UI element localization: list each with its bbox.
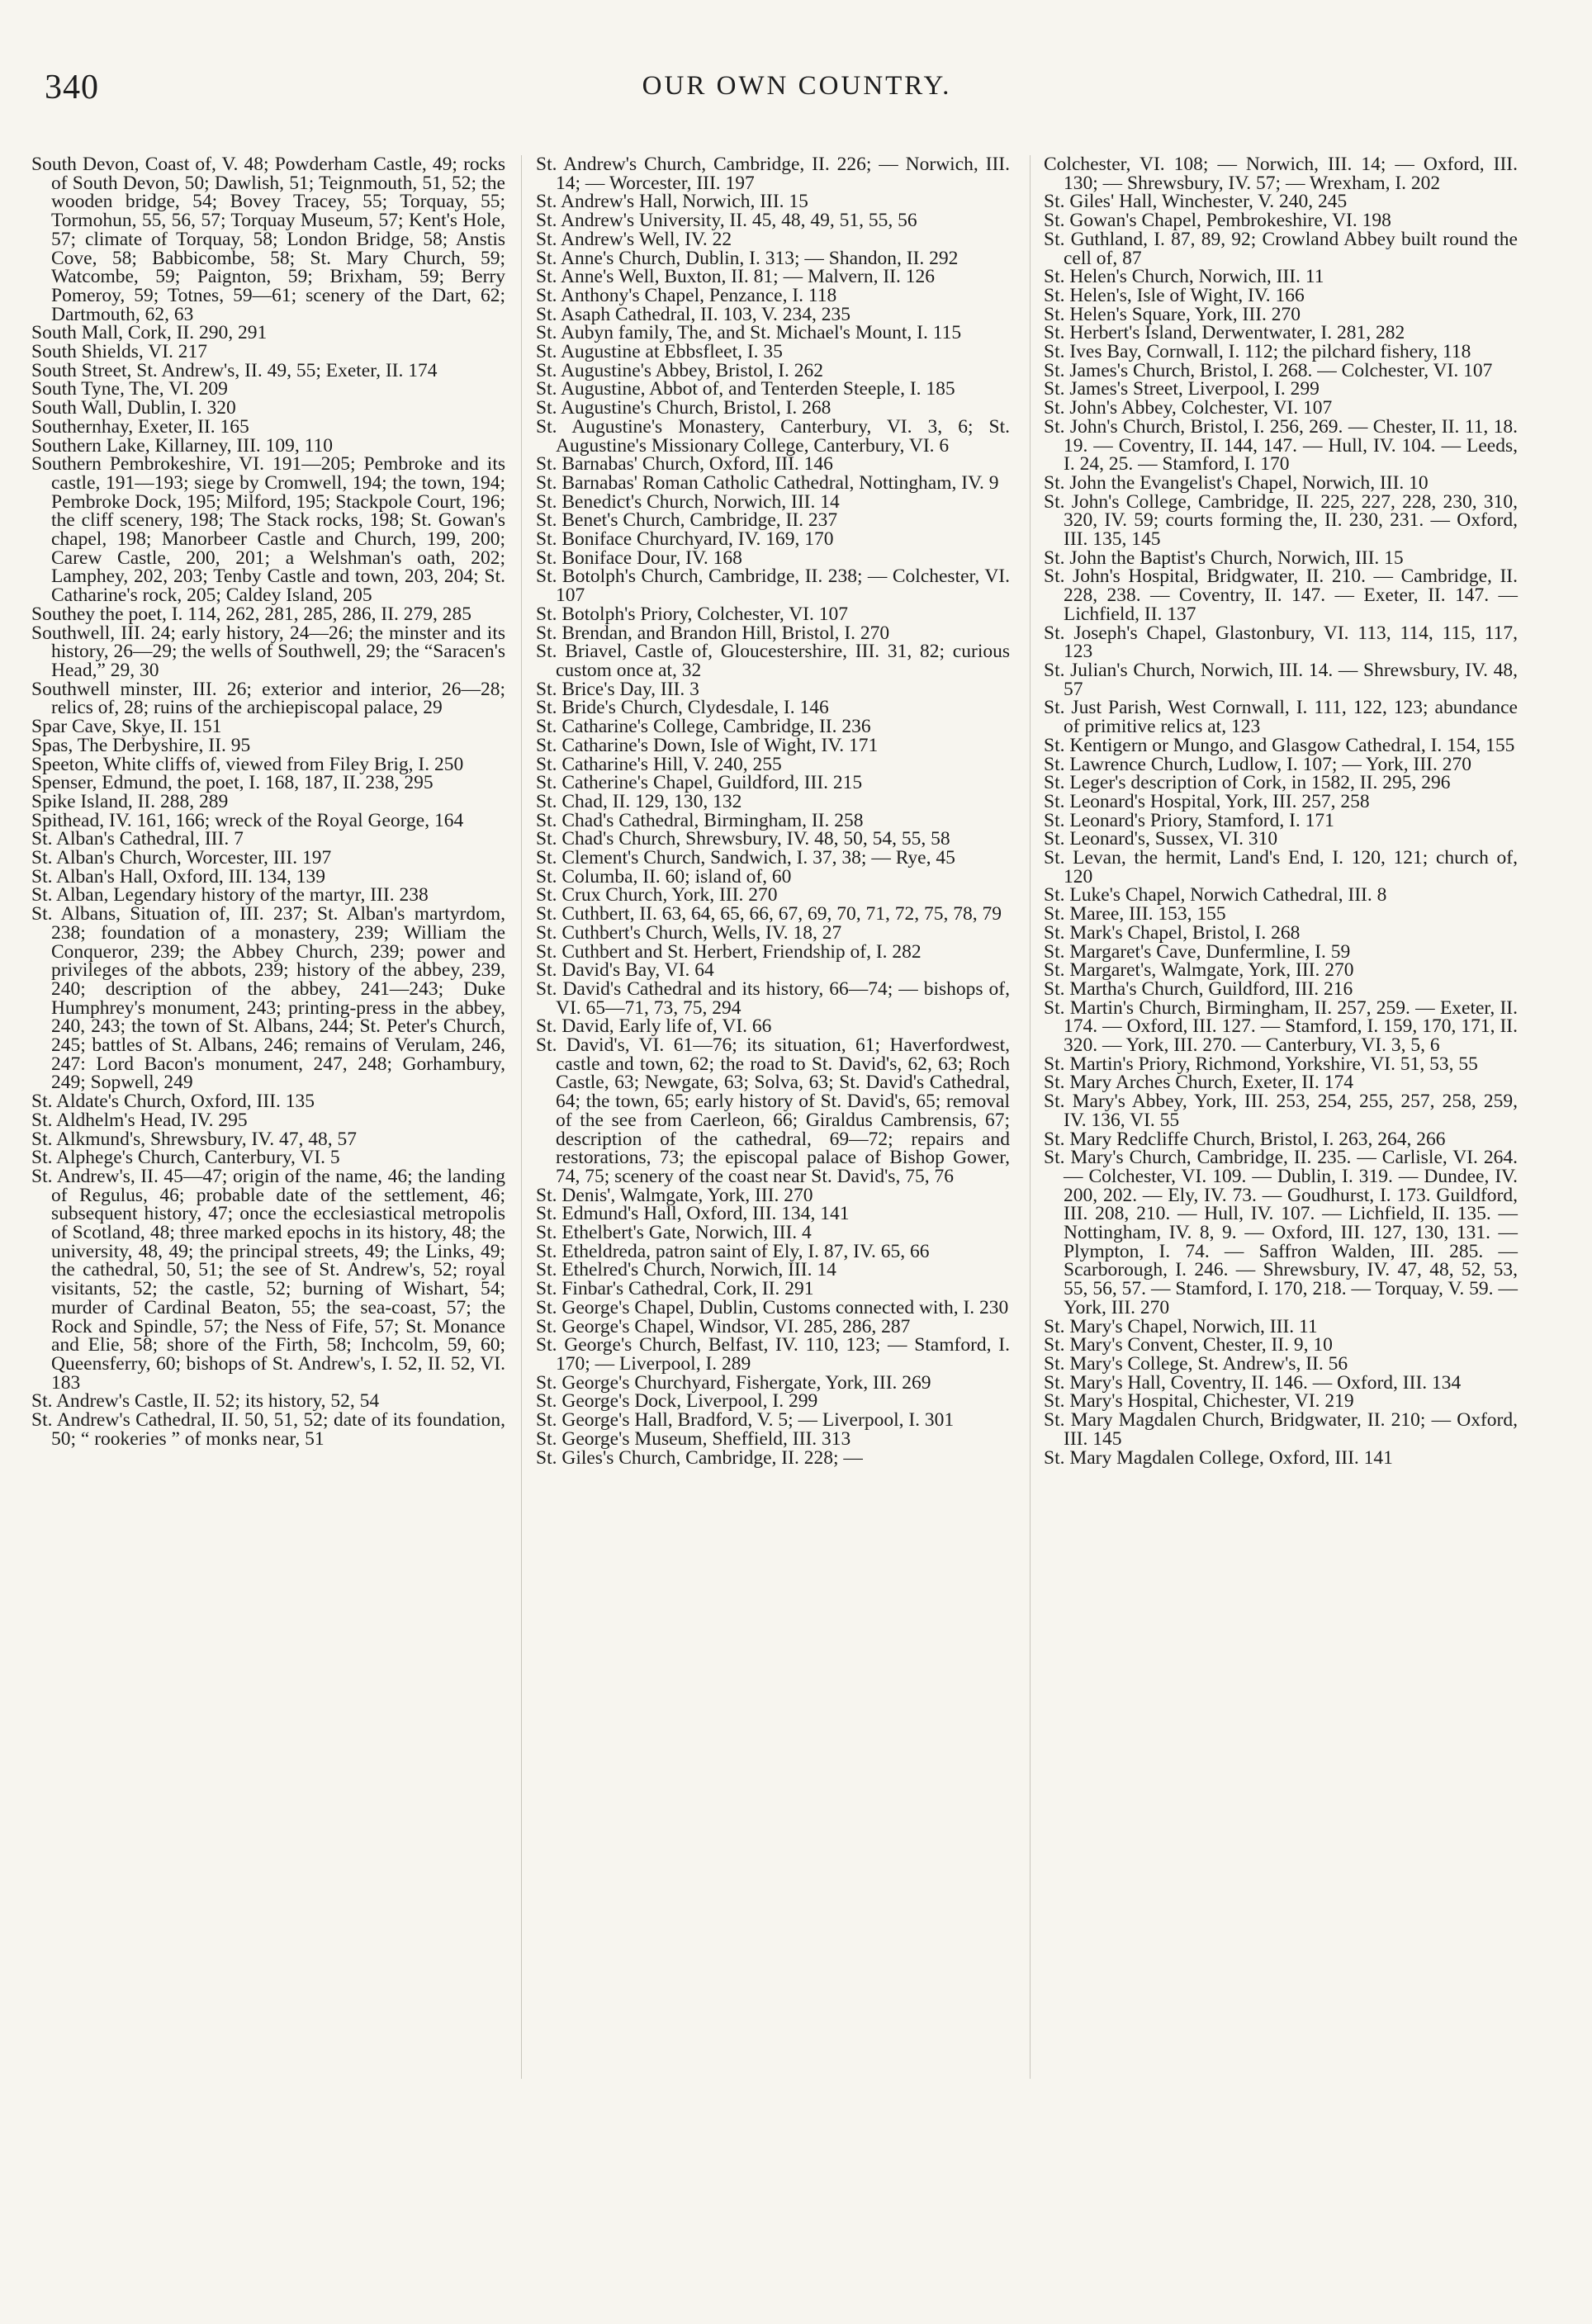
index-entry: St. Leonard's Priory, Stamford, I. 171 [1044, 809, 1334, 831]
index-entry: St. Helen's Church, Norwich, III. 11 [1044, 266, 1324, 288]
index-entry: St. Boniface Dour, IV. 168 [536, 547, 742, 569]
index-entry: St. James's Street, Liverpool, I. 299 [1044, 378, 1320, 400]
index-entry: St. Andrew's Church, Cambridge, II. 226; — Norwich, III. 14; — Worcester, III. 197 [536, 154, 1010, 194]
index-entry: St. Mary Redcliffe Church, Bristol, I. 263, 264, 266 [1044, 1128, 1446, 1150]
index-entry: St. Aldate's Church, Oxford, III. 135 [31, 1091, 315, 1113]
index-entry: St. David's, VI. 61—76; its situation, 61; Haverfordwest, castle and town, 62; the road to St. David's, 62, 63; Roch Castle, 63; Newgate, 63; Solva, 63; St. David's Cathedral, 64; the town, 65; early history of St. David's, 65; removal of the see from Caerleon, 66; Giraldus Cambrensis, 67; description of the cathedral, 69—72; repairs and restorations, 73; the episcopal palace of Bishop Gower, 74, 75; scenery of the coast near St. David's, 75, 76 [536, 1034, 1010, 1187]
page-number: 340 [45, 69, 99, 106]
index-entry: St. Edmund's Hall, Oxford, III. 134, 141 [536, 1203, 850, 1225]
index-entry: St. Barnabas' Roman Catholic Cathedral, Nottingham, IV. 9 [536, 471, 999, 494]
index-entry: St. George's Museum, Sheffield, III. 313 [536, 1427, 851, 1450]
index-entry: Spas, The Derbyshire, II. 95 [31, 734, 251, 756]
index-entry: St. Benet's Church, Cambridge, II. 237 [536, 509, 838, 532]
index-entry: St. Andrew's, II. 45—47; origin of the name, 46; the landing of Regulus, 46; probable date of the settlement, 46; subsequent history, 47; once the ecclesiastical metropolis of Scotland, 48; three marked epochs in its history, 48; the university, 48, 49; the principal streets, 49; the Links, 49; the cathedral, 50, 51; the see of St. Andrew's, 52; royal visitants, 52; the castle, 52; burning of Wishart, 54; murder of Cardinal Beaton, 55; the sea-coast, 57; the Rock and Spindle, 57; the Ness of Fife, 57; St. Monance and Elie, 58; shore of the Firth, 58; Inchcolm, 59, 60; Queensferry, 60; bishops of St. Andrew's, I. 52, II. 52, VI. 183 [31, 1165, 505, 1394]
index-entry: Colchester, VI. 108; — Norwich, III. 14; — Oxford, III. 130; — Shrewsbury, IV. 57; — Wrexham, I. 202 [1044, 154, 1518, 194]
index-entry: St. Margaret's, Walmgate, York, III. 270 [1044, 959, 1354, 982]
index-entry: St. Alban's Cathedral, III. 7 [31, 828, 244, 850]
index-entry: St. Albans, Situation of, III. 237; St. Alban's martyrdom, 238; foundation of a monastery, 239; William the Conqueror, 239; the Abbey Church, 239; power and privileges of the abbots, 239; history of the abbey, 239, 240; description of the abbey, 241—243; Duke Humphrey's monument, 243; printing-press in the abbey, 240, 243; the town of St. Albans, 244; St. Peter's Church, 245; battles of St. Albans, 246; remains of Verulam, 246, 247: Lord Bacon's monument, 247, 248; Gorhambury, 249; Sopwell, 249 [31, 903, 505, 1094]
index-entry: Southern Pembrokeshire, VI. 191—205; Pembroke and its castle, 191—193; siege by Cromwell, 194; the town, 194; Pembroke Dock, 195; Milford, 195; Stackpole Court, 196; the cliff scenery, 198; The Stack rocks, 198; St. Gowan's chapel, 198; Manorbeer Castle and Church, 199, 200; Carew Castle, 200, 201; a Welshman's oath, 202; Lamphey, 202, 203; Tenby Castle and town, 203, 204; St. Catharine's rock, 205; Caldey Island, 205 [31, 453, 505, 607]
index-entry: St. Mary's Church, Cambridge, II. 235. — Carlisle, VI. 264. — Colchester, VI. 109. — Dublin, I. 319. — Dundee, IV. 200, 202. — Ely, IV. 73. — Goudhurst, I. 173. Guildford, III. 208, 210. — Hull, IV. 107. — Lichfield, II. 135. — Nottingham, IV. 8, 9. — Oxford, III. 127, 130, 131. — Plympton, I. 74. — Saffron Walden, III. 285. — Scarborough, I. 246. — Shrewsbury, IV. 47, 48, 52, 53, 55, 56, 57. — Stamford, I. 170, 218. — Torquay, V. 59. — York, III. 270 [1044, 1147, 1518, 1318]
index-entry: St. Boniface Churchyard, IV. 169, 170 [536, 528, 834, 551]
index-entry: St. Mary's College, St. Andrew's, II. 56 [1044, 1353, 1348, 1375]
index-entry: St. Mary's Convent, Chester, II. 9, 10 [1044, 1334, 1333, 1356]
index-entry: St. Mary's Chapel, Norwich, III. 11 [1044, 1315, 1318, 1337]
index-entry: St. Alphege's Church, Canterbury, VI. 5 [31, 1147, 340, 1169]
index-entry: St. Alban's Hall, Oxford, III. 134, 139 [31, 865, 326, 887]
index-entry: St. Alban's Church, Worcester, III. 197 [31, 847, 332, 869]
index-entry: St. Andrew's Well, IV. 22 [536, 228, 732, 250]
index-entry: St. David's Bay, VI. 64 [536, 959, 714, 982]
running-head: OUR OWN COUNTRY. [642, 71, 952, 101]
index-entry: South Shields, VI. 217 [31, 341, 208, 363]
index-entry: St. Asaph Cathedral, II. 103, V. 234, 235 [536, 303, 850, 325]
index-entry: St. Andrew's Hall, Norwich, III. 15 [536, 191, 808, 213]
index-entry: St. James's Church, Bristol, I. 268. — Colchester, VI. 107 [1044, 359, 1493, 381]
page-header [33, 68, 1561, 117]
index-entry: St. George's Hall, Bradford, V. 5; — Liverpool, I. 301 [536, 1409, 955, 1432]
index-entry: St. Cuthbert's Church, Wells, IV. 18, 27 [536, 921, 842, 944]
index-entry: St. Denis', Walmgate, York, III. 270 [536, 1184, 813, 1206]
column-rule [1030, 155, 1031, 2079]
index-entry: St. Mark's Chapel, Bristol, I. 268 [1044, 921, 1301, 944]
index-entry: Spar Cave, Skye, II. 151 [31, 716, 222, 738]
index-entry: St. Anne's Church, Dublin, I. 313; — Shandon, II. 292 [536, 247, 959, 269]
index-entry: Southernhay, Exeter, II. 165 [31, 415, 249, 438]
index-entry: St. Mary's Hospital, Chichester, VI. 219 [1044, 1390, 1354, 1413]
index-entry: St. Guthland, I. 87, 89, 92; Crowland Abbey built round the cell of, 87 [1044, 228, 1518, 269]
index-entry: St. Leonard's Hospital, York, III. 257, 258 [1044, 790, 1370, 812]
index-entry: St. Augustine, Abbot of, and Tenterden Steeple, I. 185 [536, 378, 955, 400]
index-entry: St. Martin's Priory, Richmond, Yorkshire, VI. 51, 53, 55 [1044, 1053, 1478, 1075]
index-entry: St. Mary Magdalen Church, Bridgwater, II. 210; — Oxford, III. 145 [1044, 1409, 1518, 1450]
index-entry: St. Ethelred's Church, Norwich, III. 14 [536, 1259, 836, 1281]
index-entry: St. George's Churchyard, Fishergate, York, III. 269 [536, 1371, 931, 1394]
index-entry: Southey the poet, I. 114, 262, 281, 285, 286, II. 279, 285 [31, 603, 472, 625]
index-entry: St. Maree, III. 153, 155 [1044, 903, 1226, 925]
index-entry: St. John's Abbey, Colchester, VI. 107 [1044, 397, 1333, 419]
index-entry: St. Crux Church, York, III. 270 [536, 884, 778, 906]
index-entry: St. Augustine at Ebbsfleet, I. 35 [536, 341, 783, 363]
column-rule [521, 155, 522, 2079]
index-column-1 [31, 155, 505, 1449]
index-entry: St. Julian's Church, Norwich, III. 14. — Shrewsbury, IV. 48, 57 [1044, 659, 1518, 700]
index-entry: Southwell minster, III. 26; exterior and interior, 26—28; relics of, 28; ruins of the archiepiscopal palace, 29 [31, 678, 505, 719]
index-entry: Spenser, Edmund, the poet, I. 168, 187, II. 238, 295 [31, 772, 434, 794]
index-entry: St. Cuthbert and St. Herbert, Friendship of, I. 282 [536, 940, 922, 963]
index-entry: St. Helen's Square, York, III. 270 [1044, 303, 1301, 325]
index-entry: St. Leonard's, Sussex, VI. 310 [1044, 828, 1278, 850]
index-entry: St. Benedict's Church, Norwich, III. 14 [536, 490, 840, 513]
index-entry: St. Mary's Hall, Coventry, II. 146. — Oxford, III. 134 [1044, 1371, 1462, 1394]
index-entry: St. George's Chapel, Windsor, VI. 285, 286, 287 [536, 1315, 911, 1337]
index-entry: St. Augustine's Monastery, Canterbury, VI. 3, 6; St. Augustine's Missionary College, Canterbury, VI. 6 [536, 415, 1010, 457]
index-entry: St. John's Church, Bristol, I. 256, 269. — Chester, II. 11, 18. 19. — Coventry, II. 144, 147. — Hull, IV. 104. — Leeds, I. 24, 25. — Stamford, I. 170 [1044, 415, 1518, 476]
index-entry: St. Brendan, and Brandon Hill, Bristol, I. 270 [536, 622, 890, 644]
index-entry: St. Aubyn family, The, and St. Michael's Mount, I. 115 [536, 322, 962, 344]
index-entry: St. Catharine's Hill, V. 240, 255 [536, 753, 782, 775]
index-entry: St. Anne's Well, Buxton, II. 81; — Malvern, II. 126 [536, 266, 935, 288]
index-entry: St. Luke's Chapel, Norwich Cathedral, III. 8 [1044, 884, 1387, 906]
index-entry: St. Helen's, Isle of Wight, IV. 166 [1044, 284, 1305, 306]
index-entry: St. George's Chapel, Dublin, Customs connected with, I. 230 [536, 1296, 1009, 1318]
index-entry: St. George's Dock, Liverpool, I. 299 [536, 1390, 818, 1413]
index-entry: St. Aldhelm's Head, IV. 295 [31, 1109, 248, 1131]
index-entry: St. Chad's Cathedral, Birmingham, II. 258 [536, 809, 864, 831]
index-entry: St. Joseph's Chapel, Glastonbury, VI. 113, 114, 115, 117, 123 [1044, 622, 1518, 663]
index-entry: St. George's Church, Belfast, IV. 110, 123; — Stamford, I. 170; — Liverpool, I. 289 [536, 1334, 1010, 1375]
index-entry: St. Giles's Church, Cambridge, II. 228; — [536, 1446, 863, 1469]
index-entry: St. Columba, II. 60; island of, 60 [536, 865, 792, 887]
index-entry: St. Lawrence Church, Ludlow, I. 107; — York, III. 270 [1044, 753, 1472, 775]
index-entry: St. Finbar's Cathedral, Cork, II. 291 [536, 1278, 814, 1300]
index-entry: St. Briavel, Castle of, Gloucestershire, III. 31, 82; curious custom once at, 32 [536, 641, 1010, 681]
index-column-3 [1044, 155, 1518, 1467]
index-entry: St. John the Evangelist's Chapel, Norwich, III. 10 [1044, 471, 1429, 494]
index-entry: South Mall, Cork, II. 290, 291 [31, 322, 268, 344]
index-entry: St. Catharine's College, Cambridge, II. 236 [536, 716, 871, 738]
index-entry: St. John's College, Cambridge, II. 225, 227, 228, 230, 310, 320, IV. 59; courts forming the, II. 230, 231. — Oxford, III. 135, 145 [1044, 490, 1518, 551]
index-entry: South Street, St. Andrew's, II. 49, 55; Exeter, II. 174 [31, 359, 438, 381]
index-entry: South Tyne, The, VI. 209 [31, 378, 228, 400]
index-entry: Spithead, IV. 161, 166; wreck of the Royal George, 164 [31, 809, 464, 831]
index-column-2 [536, 155, 1010, 1467]
index-entry: Speeton, White cliffs of, viewed from Filey Brig, I. 250 [31, 753, 464, 775]
index-entry: St. Giles' Hall, Winchester, V. 240, 245 [1044, 191, 1348, 213]
index-entry: St. Levan, the hermit, Land's End, I. 120, 121; church of, 120 [1044, 847, 1518, 887]
index-entry: St. Cuthbert, II. 63, 64, 65, 66, 67, 69, 70, 71, 72, 75, 78, 79 [536, 903, 1002, 925]
index-entry: St. Barnabas' Church, Oxford, III. 146 [536, 453, 833, 476]
index-entry: St. David's Cathedral and its history, 66—74; — bishops of, VI. 65—71, 73, 75, 294 [536, 977, 1010, 1019]
index-entry: Southern Lake, Killarney, III. 109, 110 [31, 434, 334, 457]
index-entry: St. Mary's Abbey, York, III. 253, 254, 255, 257, 258, 259, IV. 136, VI. 55 [1044, 1091, 1518, 1131]
index-entry: St. Ethelbert's Gate, Norwich, III. 4 [536, 1222, 812, 1244]
index-entry: St. Leger's description of Cork, in 1582, II. 295, 296 [1044, 772, 1451, 794]
index-entry: St. Martha's Church, Guildford, III. 216 [1044, 977, 1353, 1000]
index-entry: St. John's Hospital, Bridgwater, II. 210. — Cambridge, II. 228, 238. — Coventry, II. 147. — Exeter, II. 147. — Lichfield, II. 137 [1044, 566, 1518, 625]
index-entry: St. Chad's Church, Shrewsbury, IV. 48, 50, 54, 55, 58 [536, 828, 950, 850]
index-entry: St. David, Early life of, VI. 66 [536, 1015, 772, 1038]
index-entry: St. Chad, II. 129, 130, 132 [536, 790, 742, 812]
index-entry: St. Bride's Church, Clydesdale, I. 146 [536, 697, 829, 719]
index-columns [31, 155, 1549, 2302]
index-entry: St. Brice's Day, III. 3 [536, 678, 699, 700]
index-entry: Southwell, III. 24; early history, 24—26; the minster and its history, 26—29; the wells of Southwell, 29; the “Saracen's Head,” 29, 30 [31, 622, 505, 681]
index-entry: St. Catherine's Chapel, Guildford, III. 215 [536, 772, 863, 794]
index-entry: St. John the Baptist's Church, Norwich, III. 15 [1044, 547, 1404, 569]
index-entry: St. Martin's Church, Birmingham, II. 257, 259. — Exeter, II. 174. — Oxford, III. 127. — Stamford, I. 159, 170, 171, II. 320. — York, III. 270. — Canterbury, VI. 3, 5, 6 [1044, 996, 1518, 1057]
index-entry: St. Just Parish, West Cornwall, I. 111, 122, 123; abundance of primitive relics at, 123 [1044, 697, 1518, 738]
index-entry: St. Mary Arches Church, Exeter, II. 174 [1044, 1072, 1353, 1094]
index-entry: St. Catharine's Down, Isle of Wight, IV. 171 [536, 734, 879, 756]
index-entry: South Wall, Dublin, I. 320 [31, 397, 236, 419]
index-entry: St. Herbert's Island, Derwentwater, I. 281, 282 [1044, 322, 1405, 344]
index-entry: St. Ives Bay, Cornwall, I. 112; the pilchard fishery, 118 [1044, 341, 1471, 363]
index-entry: St. Kentigern or Mungo, and Glasgow Cathedral, I. 154, 155 [1044, 734, 1515, 756]
index-entry: St. Alkmund's, Shrewsbury, IV. 47, 48, 57 [31, 1128, 357, 1150]
index-entry: St. Anthony's Chapel, Penzance, I. 118 [536, 284, 837, 306]
index-entry: St. Augustine's Church, Bristol, I. 268 [536, 397, 832, 419]
index-entry: St. Augustine's Abbey, Bristol, I. 262 [536, 359, 824, 381]
index-entry: St. Mary Magdalen College, Oxford, III. 141 [1044, 1446, 1393, 1469]
index-entry: St. Etheldreda, patron saint of Ely, I. 87, IV. 65, 66 [536, 1240, 930, 1262]
index-entry: St. Botolph's Priory, Colchester, VI. 107 [536, 603, 848, 625]
index-entry: St. Botolph's Church, Cambridge, II. 238; — Colchester, VI. 107 [536, 566, 1010, 607]
index-entry: South Devon, Coast of, V. 48; Powderham Castle, 49; rocks of South Devon, 50; Dawlish, 51; Teignmouth, 51, 52; the wooden bridge, 54; Bovey Tracey, 55; Torquay, 55; Tormohun, 55, 56, 57; Torquay Museum, 57; Kent's Hole, 57; climate of Torquay, 58; London Bridge, 58; Anstis Cove, 58; Babbicombe, 58; St. Mary Church, 59; Watcombe, 59; Paignton, 59; Brixham, 59; Berry Pomeroy, 59; Totnes, 59—61; scenery of the Dart, 62; Dartmouth, 62, 63 [31, 154, 505, 325]
index-entry: St. Margaret's Cave, Dunfermline, I. 59 [1044, 940, 1351, 963]
index-entry: St. Andrew's Cathedral, II. 50, 51, 52; date of its foundation, 50; “ rookeries ” of monks near, 51 [31, 1409, 505, 1450]
index-entry: St. Clement's Church, Sandwich, I. 37, 38; — Rye, 45 [536, 847, 955, 869]
index-entry: St. Andrew's University, II. 45, 48, 49, 51, 55, 56 [536, 210, 917, 232]
index-entry: Spike Island, II. 288, 289 [31, 790, 229, 812]
index-entry: St. Andrew's Castle, II. 52; its history, 52, 54 [31, 1390, 380, 1413]
index-entry: St. Alban, Legendary history of the martyr, III. 238 [31, 884, 429, 906]
index-entry: St. Gowan's Chapel, Pembrokeshire, VI. 198 [1044, 210, 1391, 232]
